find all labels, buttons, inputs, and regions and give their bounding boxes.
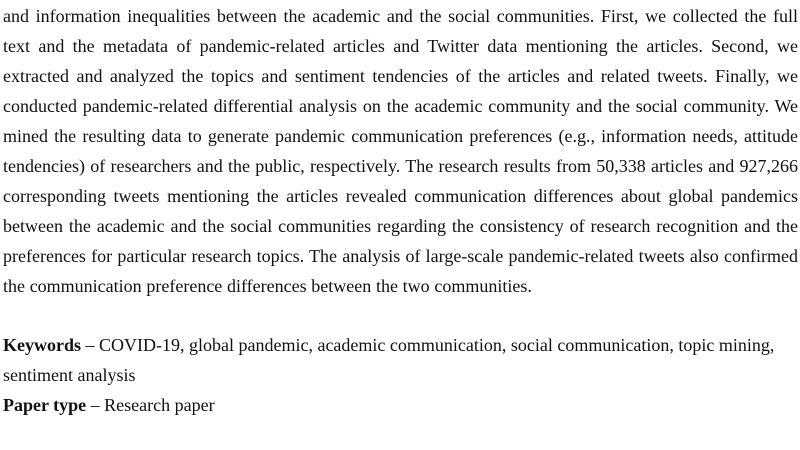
keywords-separator: –	[81, 335, 99, 355]
paper-type-line	[3, 390, 798, 420]
keywords-label: Keywords	[3, 335, 81, 355]
paper-type-label: Paper type	[3, 395, 87, 415]
paper-type-separator: –	[86, 395, 105, 415]
keywords-value: COVID-19, global pandemic, academic communication, social communication, topic mining, sentiment analysis	[3, 335, 775, 385]
keywords-line	[3, 330, 798, 390]
abstract-paragraph: and information inequalities between the academic and the social communities. First, we collected the full text and the metadata of pandemic-related articles and Twitter data mentioning the articles. Second, we extracted and analyzed the topics and sentiment tendencies of the articles and related tweets. Finally, we conducted pandemic-related differential analysis on the academic community and the social community. We mined the resulting data to generate pandemic communication preferences (e.g., information needs, attitude tendencies) of researchers and the public, respectively. The research results from 50,338 articles and 927,266 corresponding tweets mentioning the articles revealed communication differences about global pandemics between the academic and the social communities regarding the consistency of research recognition and the preferences for particular research topics. The analysis of large-scale pandemic-related tweets also confirmed the communication preference differences between the two communities.	[3, 6, 798, 296]
paper-page	[3, 0, 798, 420]
paper-type-value: Research paper	[104, 395, 215, 415]
